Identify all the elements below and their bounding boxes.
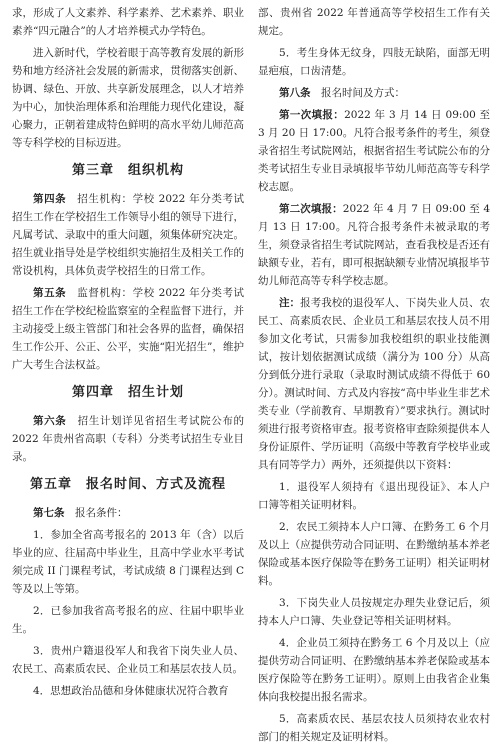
note-text: 报考我校的退役军人、下岗失业人员、农民工、高素质农民、企业员工和基层农技人员不用参加文化考试，只需参加我校组织的职业技能测试，按计划依据测试成绩（满分为 100 分）从高分到低分进行录取（录取时测试成绩不得低于 60 分）。测试时间、方式及内容按“高中毕业生非艺术类专业（学前教育、早期教育）”要求执行。测试时须进行报考资格审查。报考资格审查除须提供本人身份证原件、学历证明（高级中等教育学校毕业或具有同等学力）两外，还须提供以下资料：	[258, 297, 491, 471]
note-label: 注：	[279, 297, 301, 309]
left-column	[12, 4, 244, 702]
first-registration-text: 2022 年 3 月 14 日 09:00 至 3 月 20 日 17:00。凡符合报考条件的考生，须登录省招生考试院网站，根据省招生考试院公布的分类考试招生专业目录填报毕节幼儿师范高等专科学校志愿。	[258, 109, 491, 193]
second-registration-label: 第二次填报：	[279, 203, 343, 215]
article-7-text: 报名条件：	[75, 507, 128, 519]
article-6	[12, 412, 244, 466]
article-4	[12, 190, 244, 280]
article-8	[258, 84, 490, 102]
first-registration	[258, 106, 490, 196]
requirement-1: 1．退役军人须持有《退出现役证》、本人户口簿等相关证明材料。	[258, 481, 490, 511]
first-registration-label: 第一次填报：	[279, 109, 345, 121]
condition-4: 4．思想政治品德和身体健康状况符合教育	[33, 685, 229, 697]
condition-3: 3．贵州户籍退役军人和我省下岗失业人员、农民工、高素质农民、企业员工和基层农技人员。	[12, 645, 244, 675]
article-5-text: 监督机构：学校 2022 年分类考试招生工作在学校纪检监察室的全程监督下进行，并主动接受上级主管部门和社会各界的监督，确保招生工作公开、公正、公平，实施“阳光招生”，维护广大考生合法权益。	[12, 287, 245, 371]
second-registration	[258, 200, 490, 290]
article-4-text: 招生机构：学校 2022 年分类考试招生工作在学校招生工作领导小组的领导下进行，凡属考试、录取中的重大问题，须集体研究决定。招生就业指导处是学校组织实施招生及相关工作的常设机构，具体负责学校招生的日常工作。	[12, 193, 245, 277]
chapter-5-heading: 第五章 报名时间、方式及流程	[29, 477, 226, 492]
article-8-label: 第八条	[279, 87, 311, 99]
note	[258, 294, 490, 474]
chapter-4-heading: 第四章 招生计划	[71, 385, 184, 400]
condition-2: 2．已参加我省高考报名的应、往届中职毕业生。	[12, 605, 244, 635]
condition-4-continued: 部、贵州省 2022 年普通高等学校招生工作有关规定。	[258, 7, 490, 37]
requirement-5: 5．高素质农民、基层农技人员须持农业农村部门的相关规定及证明材料。	[258, 713, 490, 743]
article-8-text: 报名时间及方式：	[321, 87, 405, 99]
requirement-3: 3．下岗失业人员按规定办理失业登记后，须持本人户口簿、失业登记等相关证明材料。	[258, 597, 490, 627]
requirement-4: 4．企业员工须持在黔务工 6 个月及以上（应提供劳动合同证明、在黔缴纳基本养老保险或基本医疗保险等在黔务工证明）。原则上由我省企业集体向我校提出报名需求。	[258, 637, 490, 703]
article-7-label: 第七条	[33, 507, 65, 519]
requirement-2: 2．农民工须持本人户口簿、在黔务工 6 个月及以上（应提供劳动合同证明、在黔缴纳基本养老保险或基本医疗保险等在黔务工证明）相关证明材料。	[258, 521, 490, 587]
article-7	[12, 504, 244, 522]
second-registration-text: 2022 年 4 月 7 日 09:00 至 4 月 13 日 17:00。凡符合报考条件未被录取的考生，须登录省招生考试院网站，查看我校是否还有缺额专业，若有，即可根据缺额专业情况填报毕节幼儿师范高等专科学校志愿。	[258, 203, 490, 287]
paragraph-new-era: 进入新时代，学校着眼于高等教育发展的新形势和地方经济社会发展的新需求，贯彻落实创新、协调、绿色、开放、共享新发展理念，以人才培养为中心，加快治理体系和治理能力现代化建设，凝心聚力，正朝着建成特色鲜明的高水平幼儿师范高等专科学校的目标迈进。	[12, 47, 244, 149]
right-column	[258, 4, 491, 743]
article-6-text: 招生计划详见省招生考试院公布的2022 年贵州省高职（专科）分类考试招生专业目录。	[12, 415, 245, 463]
condition-1: 1．参加全省高考报名的 2013 年（含）以后毕业的应、往届高中毕业生，且高中学业水平考试须完成 II 门课程考试，考试成绩 8 门课程达到 C 等及以上等第。	[12, 529, 244, 595]
article-6-label: 第六条	[33, 415, 67, 427]
article-4-label: 第四条	[33, 193, 67, 205]
chapter-3-heading: 第三章 组织机构	[71, 163, 184, 178]
article-5-label: 第五条	[33, 287, 67, 299]
paragraph-intro-tail: 求，形成了人文素养、科学素养、艺术素养、职业素养“四元融合”的人才培养模式办学特色。	[12, 7, 244, 37]
condition-5: 5．考生身体无纹身，四肢无缺陷，面部无明显疤痕，口齿清楚。	[258, 47, 490, 77]
article-5	[12, 284, 244, 374]
